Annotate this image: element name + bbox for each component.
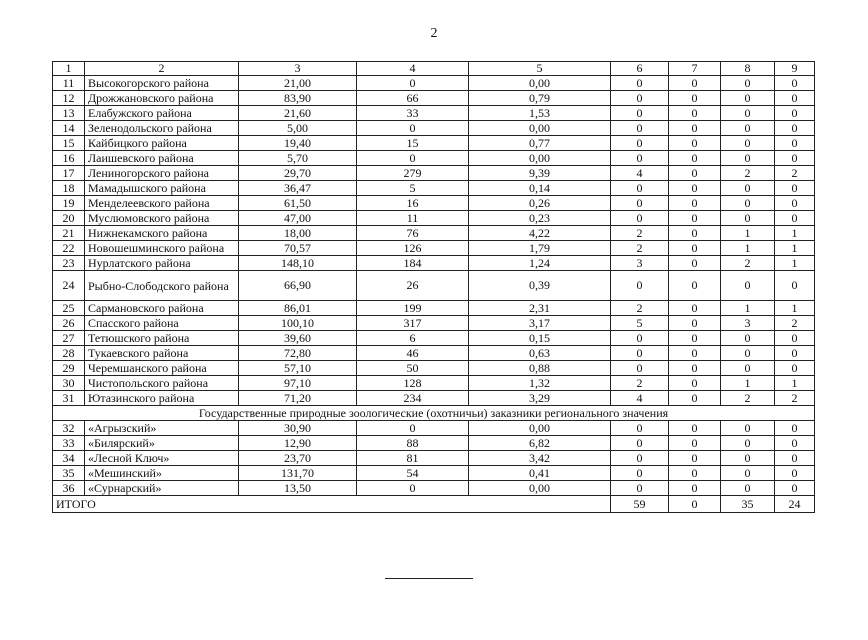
table-row (53, 256, 815, 271)
table-cell: Елабужского района (85, 106, 239, 121)
table-cell: 97,10 (239, 376, 357, 391)
table-cell: Спасского района (85, 316, 239, 331)
table-cell: 29,70 (239, 166, 357, 181)
data-table (52, 61, 815, 513)
table-cell: 0 (775, 91, 815, 106)
table-cell: 26 (357, 271, 469, 301)
table-cell: 17 (53, 166, 85, 181)
table-cell: «Мешинский» (85, 466, 239, 481)
table-cell: 0 (611, 466, 669, 481)
table-cell: Тетюшского района (85, 331, 239, 346)
table-cell: Зеленодольского района (85, 121, 239, 136)
table-cell: Мамадышского района (85, 181, 239, 196)
total-value: 0 (669, 496, 721, 513)
table-row (53, 481, 815, 496)
table-cell: 76 (357, 226, 469, 241)
table-cell: «Лесной Ключ» (85, 451, 239, 466)
table-row (53, 451, 815, 466)
table-cell: 57,10 (239, 361, 357, 376)
total-value: 24 (775, 496, 815, 513)
table-cell: 0 (669, 76, 721, 91)
table-cell: 70,57 (239, 241, 357, 256)
table-cell: 0 (357, 121, 469, 136)
table-cell: Лениногорского района (85, 166, 239, 181)
table-cell: 0 (611, 181, 669, 196)
table-cell: 0 (611, 196, 669, 211)
table-cell: 1 (721, 376, 775, 391)
table-cell: 1,53 (469, 106, 611, 121)
table-cell: 20 (53, 211, 85, 226)
table-cell: 0 (669, 331, 721, 346)
table-cell: 6,82 (469, 436, 611, 451)
table-cell: 0 (611, 346, 669, 361)
table-cell: 0 (721, 91, 775, 106)
table-cell: 1,79 (469, 241, 611, 256)
table-cell: 0 (611, 436, 669, 451)
table-cell: 0 (721, 151, 775, 166)
table-cell: 0 (721, 421, 775, 436)
table-cell: 2 (721, 166, 775, 181)
table-cell: 0 (775, 106, 815, 121)
table-cell: 23 (53, 256, 85, 271)
table-cell: Рыбно-Слободского района (85, 271, 239, 301)
table-cell: 199 (357, 301, 469, 316)
table-cell: 2 (721, 256, 775, 271)
table-cell: 0 (721, 436, 775, 451)
table-cell: 81 (357, 451, 469, 466)
table-cell: Кайбицкого района (85, 136, 239, 151)
table-cell: Нижнекамского района (85, 226, 239, 241)
table-cell: 24 (53, 271, 85, 301)
table-cell: 0 (669, 451, 721, 466)
table-cell: 2,31 (469, 301, 611, 316)
table-row (53, 316, 815, 331)
table-cell: Тукаевского района (85, 346, 239, 361)
table-cell: 15 (357, 136, 469, 151)
table-cell: 15 (53, 136, 85, 151)
table-cell: 0 (669, 361, 721, 376)
table-cell: 19 (53, 196, 85, 211)
table-cell: 47,00 (239, 211, 357, 226)
table-cell: 2 (611, 241, 669, 256)
table-row (53, 211, 815, 226)
table-cell: 0 (721, 181, 775, 196)
table-cell: 0 (669, 391, 721, 406)
table-cell: 0,39 (469, 271, 611, 301)
table-row (53, 196, 815, 211)
table-cell: 0,79 (469, 91, 611, 106)
table-cell: 0 (669, 241, 721, 256)
column-number: 6 (611, 62, 669, 76)
table-cell: 131,70 (239, 466, 357, 481)
table-cell: 126 (357, 241, 469, 256)
table-row (53, 226, 815, 241)
table-cell: 23,70 (239, 451, 357, 466)
table-cell: 39,60 (239, 331, 357, 346)
total-value: 35 (721, 496, 775, 513)
table-cell: 30 (53, 376, 85, 391)
table-cell: 0 (775, 136, 815, 151)
table-cell: 1 (775, 241, 815, 256)
table-row (53, 331, 815, 346)
table-cell: 2 (775, 316, 815, 331)
table-cell: 234 (357, 391, 469, 406)
table-cell: «Сурнарский» (85, 481, 239, 496)
table-cell: 21 (53, 226, 85, 241)
table-row (53, 91, 815, 106)
table-row (53, 466, 815, 481)
table-cell: Ютазинского района (85, 391, 239, 406)
table-cell: 0 (721, 76, 775, 91)
table-cell: 34 (53, 451, 85, 466)
table-row (53, 121, 815, 136)
section-row (53, 406, 815, 421)
table-cell: 18,00 (239, 226, 357, 241)
table-cell: 0 (775, 271, 815, 301)
table-cell: Менделеевского района (85, 196, 239, 211)
table-cell: 0 (669, 136, 721, 151)
table-cell: 0 (669, 226, 721, 241)
table-cell: 0 (775, 331, 815, 346)
table-cell: 1 (775, 226, 815, 241)
total-label: ИТОГО (53, 496, 611, 513)
table-cell: 2 (775, 391, 815, 406)
table-cell: 83,90 (239, 91, 357, 106)
table-cell: 0 (611, 121, 669, 136)
table-cell: 0 (721, 481, 775, 496)
table-cell: 0 (775, 346, 815, 361)
table-cell: 11 (53, 76, 85, 91)
table-cell: Дрожжановского района (85, 91, 239, 106)
table-cell: 0 (775, 181, 815, 196)
table-cell: 4,22 (469, 226, 611, 241)
table-cell: 0 (669, 466, 721, 481)
table-cell: 0,00 (469, 76, 611, 91)
table-cell: 3,17 (469, 316, 611, 331)
table-cell: 0 (669, 436, 721, 451)
table-cell: 0 (775, 121, 815, 136)
table-cell: 148,10 (239, 256, 357, 271)
table-cell: 1,24 (469, 256, 611, 271)
table-cell: 0 (721, 466, 775, 481)
table-row (53, 151, 815, 166)
column-number: 7 (669, 62, 721, 76)
table-cell: 12,90 (239, 436, 357, 451)
table-cell: 3 (611, 256, 669, 271)
table-cell: 61,50 (239, 196, 357, 211)
table-cell: 13,50 (239, 481, 357, 496)
table-cell: 0 (775, 451, 815, 466)
table-cell: 86,01 (239, 301, 357, 316)
table-row (53, 241, 815, 256)
table-cell: 29 (53, 361, 85, 376)
table-cell: 0 (669, 151, 721, 166)
table-cell: 0,15 (469, 331, 611, 346)
table-row (53, 391, 815, 406)
table-cell: 19,40 (239, 136, 357, 151)
table-cell: 0 (775, 76, 815, 91)
table-cell: 0 (669, 256, 721, 271)
table-cell: 2 (611, 226, 669, 241)
table-cell: 9,39 (469, 166, 611, 181)
table-cell: 66,90 (239, 271, 357, 301)
table-cell: 5 (357, 181, 469, 196)
table-cell: 5 (611, 316, 669, 331)
table-cell: 0 (669, 421, 721, 436)
table-cell: 0,14 (469, 181, 611, 196)
table-header-row (53, 62, 815, 76)
footer-rule (385, 578, 473, 579)
table-cell: 0 (669, 91, 721, 106)
table-cell: 0 (775, 481, 815, 496)
table-cell: 5,00 (239, 121, 357, 136)
table-cell: 0 (669, 121, 721, 136)
table-cell: 0 (775, 466, 815, 481)
table-cell: 0 (775, 421, 815, 436)
column-number: 8 (721, 62, 775, 76)
table-cell: 0 (611, 421, 669, 436)
table-cell: 35 (53, 466, 85, 481)
table-cell: 0 (669, 376, 721, 391)
table-cell: 3 (721, 316, 775, 331)
table-cell: 30,90 (239, 421, 357, 436)
table-cell: 0 (669, 316, 721, 331)
table-cell: 0 (721, 196, 775, 211)
table-cell: 0,23 (469, 211, 611, 226)
table-row (53, 271, 815, 301)
table-cell: 0 (357, 421, 469, 436)
table-row (53, 361, 815, 376)
table-cell: 0 (669, 196, 721, 211)
table-cell: 0 (669, 346, 721, 361)
table-cell: 128 (357, 376, 469, 391)
table-cell: 0,63 (469, 346, 611, 361)
table-row (53, 346, 815, 361)
table-cell: 100,10 (239, 316, 357, 331)
table-cell: 6 (357, 331, 469, 346)
total-value: 59 (611, 496, 669, 513)
table-cell: 279 (357, 166, 469, 181)
table-cell: 0 (611, 76, 669, 91)
table-cell: 0 (611, 136, 669, 151)
table-cell: 46 (357, 346, 469, 361)
table-cell: 2 (721, 391, 775, 406)
table-row (53, 181, 815, 196)
table-row (53, 76, 815, 91)
table-cell: 0,00 (469, 421, 611, 436)
table-cell: 1,32 (469, 376, 611, 391)
table-cell: 36 (53, 481, 85, 496)
table-cell: 0 (611, 271, 669, 301)
table-cell: 1 (721, 301, 775, 316)
column-number: 3 (239, 62, 357, 76)
table-cell: 0 (357, 481, 469, 496)
table-cell: 0 (669, 181, 721, 196)
table-cell: 18 (53, 181, 85, 196)
table-cell: Высокогорского района (85, 76, 239, 91)
table-cell: 22 (53, 241, 85, 256)
table-cell: 16 (357, 196, 469, 211)
table-cell: 66 (357, 91, 469, 106)
table-cell: 0 (721, 331, 775, 346)
table-cell: 0 (611, 106, 669, 121)
table-cell: 0 (611, 481, 669, 496)
table-cell: 0 (669, 271, 721, 301)
column-number: 1 (53, 62, 85, 76)
table-cell: 25 (53, 301, 85, 316)
table-cell: 5,70 (239, 151, 357, 166)
table-row (53, 436, 815, 451)
table-row (53, 301, 815, 316)
table-cell: Новошешминского района (85, 241, 239, 256)
table-cell: 0 (721, 211, 775, 226)
table-cell: 0 (611, 361, 669, 376)
table-row (53, 166, 815, 181)
table-row (53, 376, 815, 391)
table-cell: Муслюмовского района (85, 211, 239, 226)
table-cell: 0 (357, 151, 469, 166)
table-cell: Чистопольского района (85, 376, 239, 391)
table-cell: 54 (357, 466, 469, 481)
table-cell: «Агрызский» (85, 421, 239, 436)
table-row (53, 421, 815, 436)
total-row (53, 496, 815, 513)
table-cell: 0 (611, 211, 669, 226)
table-cell: 31 (53, 391, 85, 406)
table-cell: 3,29 (469, 391, 611, 406)
table-cell: 27 (53, 331, 85, 346)
table-cell: 0 (721, 106, 775, 121)
table-cell: 21,00 (239, 76, 357, 91)
table-cell: 71,20 (239, 391, 357, 406)
table-cell: 33 (53, 436, 85, 451)
table-cell: 0 (669, 481, 721, 496)
table-cell: 0 (721, 271, 775, 301)
table-cell: 16 (53, 151, 85, 166)
table-cell: 0 (611, 91, 669, 106)
table-cell: Черемшанского района (85, 361, 239, 376)
table-cell: 0,41 (469, 466, 611, 481)
table-cell: 184 (357, 256, 469, 271)
table-cell: 33 (357, 106, 469, 121)
table-cell: 72,80 (239, 346, 357, 361)
section-title: Государственные природные зоологические (охотничьи) заказники регионального значения (53, 406, 815, 421)
table-cell: 0 (775, 196, 815, 211)
table-cell: 0 (669, 166, 721, 181)
table-cell: 26 (53, 316, 85, 331)
table-cell: 1 (775, 376, 815, 391)
table-cell: 0 (775, 151, 815, 166)
table-cell: 0,00 (469, 121, 611, 136)
table-cell: 32 (53, 421, 85, 436)
table-cell: 0 (721, 451, 775, 466)
table-cell: 14 (53, 121, 85, 136)
table-cell: Лаишевского района (85, 151, 239, 166)
table-cell: 3,42 (469, 451, 611, 466)
page-number: 2 (430, 26, 438, 41)
table-cell: 1 (721, 226, 775, 241)
table-cell: 0 (721, 361, 775, 376)
table-cell: 12 (53, 91, 85, 106)
table-cell: 0 (775, 211, 815, 226)
table-cell: 2 (611, 376, 669, 391)
table-cell: 0 (669, 106, 721, 121)
table-cell: 21,60 (239, 106, 357, 121)
column-number: 2 (85, 62, 239, 76)
table-cell: 0 (357, 76, 469, 91)
table-body (53, 62, 815, 513)
table-cell: 0,77 (469, 136, 611, 151)
table-cell: 0 (721, 346, 775, 361)
table-cell: 0 (775, 361, 815, 376)
table-cell: 13 (53, 106, 85, 121)
column-number: 4 (357, 62, 469, 76)
table-cell: 0,00 (469, 481, 611, 496)
table-cell: Нурлатского района (85, 256, 239, 271)
table-cell: 1 (721, 241, 775, 256)
table-cell: 36,47 (239, 181, 357, 196)
table-cell: Сармановского района (85, 301, 239, 316)
table-cell: 0 (611, 451, 669, 466)
table-cell: 1 (775, 256, 815, 271)
table-row (53, 136, 815, 151)
column-number: 9 (775, 62, 815, 76)
table-cell: 0 (611, 151, 669, 166)
table-cell: 4 (611, 391, 669, 406)
table-cell: 88 (357, 436, 469, 451)
table-cell: 0 (669, 301, 721, 316)
table-cell: «Билярский» (85, 436, 239, 451)
table-cell: 0 (611, 331, 669, 346)
table-cell: 4 (611, 166, 669, 181)
column-number: 5 (469, 62, 611, 76)
table-cell: 0,00 (469, 151, 611, 166)
table-cell: 28 (53, 346, 85, 361)
table-cell: 2 (611, 301, 669, 316)
table-cell: 0 (775, 436, 815, 451)
table-cell: 317 (357, 316, 469, 331)
table-cell: 0 (669, 211, 721, 226)
table-cell: 2 (775, 166, 815, 181)
table-cell: 0,88 (469, 361, 611, 376)
table-cell: 0 (721, 121, 775, 136)
table-cell: 11 (357, 211, 469, 226)
table-cell: 0,26 (469, 196, 611, 211)
table-row (53, 106, 815, 121)
table-cell: 1 (775, 301, 815, 316)
table-cell: 0 (721, 136, 775, 151)
table-cell: 50 (357, 361, 469, 376)
